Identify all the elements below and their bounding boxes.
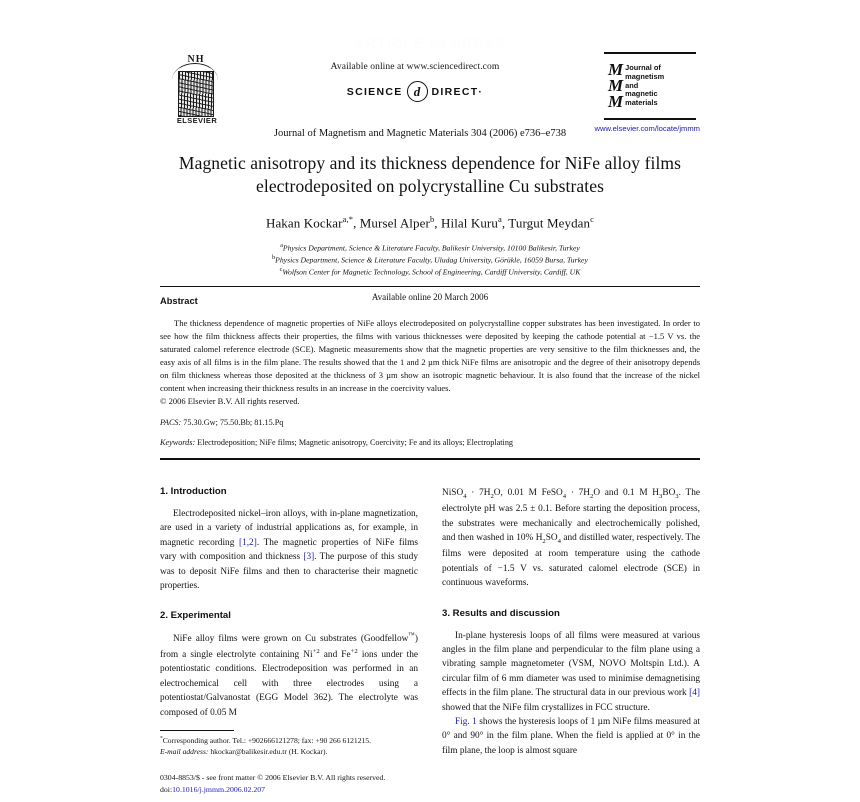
sciencedirect-logo-left: SCIENCE bbox=[346, 85, 403, 98]
masthead bbox=[160, 52, 700, 139]
abstract-section bbox=[160, 286, 700, 460]
figure-ref-1[interactable]: Fig. 1 bbox=[455, 716, 477, 727]
affiliation-text: Physics Department, Science & Literature Faculty, Uludag University, Görükle, 16059 Bursa, Turkey bbox=[275, 255, 588, 265]
keywords-line bbox=[160, 438, 700, 447]
article-in-press-watermark: ARTICLE IN PRESS bbox=[354, 36, 506, 51]
email-address[interactable]: hkockar@balikesir.edu.tr (H. Kockar). bbox=[210, 747, 328, 756]
pacs-line bbox=[160, 418, 700, 427]
corresponding-author-note bbox=[160, 735, 418, 746]
affiliation-text: Wolfson Center for Magnetic Technology, School of Engineering, Cardiff University, Cardiff, UK bbox=[282, 267, 581, 277]
affiliation-list bbox=[160, 242, 700, 278]
intro-text-c: . The purpose of this study was to deposit NiFe films and then to characterise their magnetic properties. bbox=[160, 552, 418, 592]
citation-ref-4[interactable]: [4] bbox=[689, 688, 700, 699]
results-paragraph-1 bbox=[442, 629, 700, 715]
keywords-label: Keywords: bbox=[160, 438, 196, 448]
section-spacer bbox=[442, 591, 700, 608]
journal-url-link[interactable]: www.elsevier.com/locate/jmmm bbox=[594, 124, 700, 133]
citation-ref-3[interactable]: [3] bbox=[303, 552, 315, 563]
introduction-paragraph bbox=[160, 507, 418, 593]
elsevier-logo-tree-icon bbox=[178, 71, 214, 117]
keywords-value: Electrodeposition; NiFe films; Magnetic anisotropy, Coercivity; Fe and its alloys; Electroplating bbox=[197, 438, 513, 448]
section-heading-results: 3. Results and discussion bbox=[442, 607, 560, 619]
email-note bbox=[160, 746, 418, 757]
journal-logo-line-1: Journal of bbox=[625, 63, 661, 73]
results-paragraph-2 bbox=[442, 715, 700, 758]
available-online-link[interactable]: Available online at www.sciencedirect.com bbox=[330, 62, 500, 72]
abstract-paragraph: The thickness dependence of magnetic properties of NiFe alloys electrodeposited on polycrystalline copper substrates has been investigated. In order to see how the film thickness affects their properties, the films with various thicknesses were deposited by keeping the cathode potential at −1.5 V vs. the saturated calomel reference electrode (SCE). Magnetic measurements show that the magnetic properties are very sensitive to the film thicknesses and, the easy axis of all films is in the film plane. The results showed that the 1 and 2 µm thick NiFe films are anisotropic and the degree of their anisotropy depends on film thickness whereas those deposited at the thickness of 3 µm show an isotropic magnetic behaviour. It is also found that the increase of the nickel content when increasing their thickness results in an increase in the coercivity values. bbox=[160, 318, 700, 393]
doi-link[interactable]: 10.1016/j.jmmm.2006.02.207 bbox=[172, 784, 266, 794]
citation-ref-1-2[interactable]: [1,2] bbox=[238, 537, 257, 548]
journal-logo bbox=[604, 52, 696, 120]
journal-logo-line-3: and bbox=[625, 80, 639, 90]
pacs-label: PACS: bbox=[160, 418, 182, 428]
experimental-paragraph: NiFe alloy films were grown on Cu substrates (Goodfellow™) from a single electrolyte containing $Ni^{+2}$ and $Fe^{+2}$ ions under the potentiostatic conditions. Electrodeposition was performed in an electrochemical cell with three electrodes using a potentiostat/Galvanostat (EGG Model 362). The electrolyte was composed of 0.05 M bbox=[160, 632, 418, 718]
imprint-block bbox=[160, 772, 490, 795]
page-title: Magnetic anisotropy and its thickness dependence for NiFe alloy films electrodeposited on polycrystalline Cu substrates bbox=[178, 153, 682, 197]
section-heading-experimental: 2. Experimental bbox=[160, 610, 231, 622]
results-text-b: showed that the NiFe film crystallizes in FCC structure. bbox=[442, 702, 650, 713]
affiliation-item: $^c$Wolfson Center for Magnetic Technology, School of Engineering, Cardiff University, Cardiff, UK bbox=[279, 267, 581, 277]
journal-logo-line-2: magnetism bbox=[625, 71, 665, 81]
abstract-body bbox=[160, 317, 700, 407]
paper-sheet bbox=[160, 30, 701, 794]
title-block bbox=[160, 152, 700, 302]
elsevier-logo-mark: NH bbox=[187, 54, 205, 65]
abstract-bottom-rule bbox=[160, 458, 700, 459]
journal-logo-m-icon: M M M bbox=[608, 59, 623, 112]
sciencedirect-logo-d-icon: d bbox=[407, 81, 428, 102]
column-left bbox=[160, 486, 418, 720]
journal-logo-line-5: materials bbox=[625, 98, 658, 108]
pacs-value: 75.30.Gw; 75.50.Bb; 81.15.Pq bbox=[183, 418, 284, 428]
doi-line bbox=[160, 784, 490, 796]
affiliation-item: $^a$Physics Department, Science & Literature Faculty, Balikesir University, 10100 Balikesir, Turkey bbox=[280, 242, 580, 253]
elsevier-logo-label: ELSEVIER bbox=[176, 116, 218, 125]
affiliation-item: $^b$Physics Department, Science & Literature Faculty, Uludag University, Görükle, 16059 Bursa, Turkey bbox=[272, 254, 588, 265]
footnote-block bbox=[160, 730, 418, 757]
journal-citation: Journal of Magnetism and Magnetic Materials 304 (2006) e736–e738 bbox=[273, 128, 567, 139]
front-matter-line: 0304-8853/$ - see front matter © 2006 Elsevier B.V. All rights reserved. bbox=[160, 773, 386, 782]
author-list: Hakan Kockar$^{a,*}$, Mursel Alper$^b$, Hilal Kuru$^a$, Turgut Meydan$^c$ bbox=[265, 213, 595, 230]
sciencedirect-logo bbox=[250, 81, 580, 102]
footnote-marker: * bbox=[160, 735, 163, 742]
email-label: E-mail address: bbox=[160, 747, 209, 756]
abstract-copyright: © 2006 Elsevier B.V. All rights reserved. bbox=[160, 395, 300, 406]
column-right bbox=[442, 486, 700, 758]
sciencedirect-logo-right: DIRECT· bbox=[431, 85, 484, 98]
corresponding-author-text: Corresponding author. Tel.: +902666121278; fax: +90 266 6121215. bbox=[162, 736, 372, 745]
sciencedirect-block bbox=[250, 62, 580, 102]
elsevier-logo bbox=[168, 54, 226, 130]
section-heading-introduction: 1. Introduction bbox=[160, 486, 227, 497]
doi-label: doi: bbox=[160, 784, 173, 794]
journal-logo-title bbox=[625, 64, 664, 108]
journal-logo-line-4: magnetic bbox=[625, 89, 658, 99]
experimental-paragraph-continued: NiSO$_4$ · $7H_2O$, 0.01 M FeSO$_4$ · $7H_2O$ and 0.1 M $H_3BO_3$. The electrolyte pH was 2.5 ± 0.1. Before starting the deposition process, the substrates were mechanically and electrochemically polished, and then washed in 10% $H_2SO_4$ and distilled water, respectively. The films were deposited at room temperature using the cathode potentials of −1.5 V vs. saturated calomel electrode (SCE) in continuous waveforms. bbox=[442, 488, 700, 589]
available-online-date: Available online 20 March 2006 bbox=[371, 292, 489, 303]
intro-text-b: . The magnetic properties of NiFe films vary with composition and thickness bbox=[160, 537, 418, 563]
results-text-a: In-plane hysteresis loops of all films were measured at various angles in the film plane and perpendicular to the film plane using a vibrating sample magnetometer (VSM, NOVO Moltspin Ltd.). A circular film of 6 mm diameter was used to minimise demagnetising effects in the film plane. The structural data in our previous work bbox=[442, 630, 700, 699]
footnote-rule bbox=[160, 730, 234, 731]
results-text-c: shows the hysteresis loops of 1 µm NiFe films measured at 0° and 90° in the film plane. When the field is applied at 0° in the film plane, the loop is almost square bbox=[442, 716, 701, 756]
abstract-heading: Abstract bbox=[160, 296, 198, 307]
section-spacer bbox=[160, 593, 418, 610]
intro-text-a: Electrodeposited nickel–iron alloys, with in-plane magnetization, are used in a variety of industrial applications as, for example, in magnetic recording bbox=[160, 509, 418, 548]
abstract-top-rule bbox=[160, 286, 700, 287]
affiliation-text: Physics Department, Science & Literature Faculty, Balikesir University, 10100 Balikesir, Turkey bbox=[282, 243, 580, 253]
